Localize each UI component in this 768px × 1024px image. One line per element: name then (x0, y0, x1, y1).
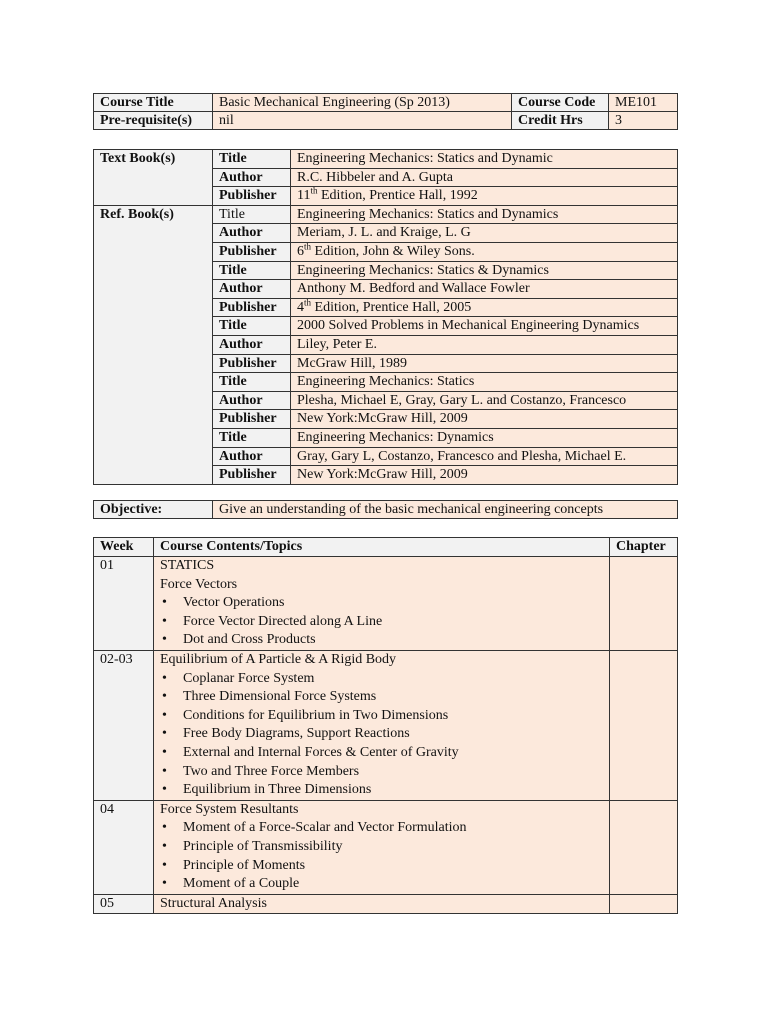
topic-bullet: • Principle of Transmissibility (160, 838, 603, 857)
topics-cell (154, 894, 610, 914)
book-title: Engineering Mechanics: Statics and Dynamic (291, 150, 678, 169)
edition-number: 11 (297, 188, 311, 204)
book-author: R.C. Hibbeler and A. Gupta (291, 168, 678, 187)
book-publisher (291, 242, 678, 261)
book-author: Liley, Peter E. (291, 335, 678, 354)
book-author: Meriam, J. L. and Kraige, L. G (291, 224, 678, 243)
book-field-label: Author (213, 168, 291, 187)
book-field-label: Publisher (213, 466, 291, 485)
chapter-cell (610, 894, 678, 914)
book-field-label: Author (213, 391, 291, 410)
topic-bullet: • Two and Three Force Members (160, 763, 603, 782)
course-info-table (93, 93, 678, 130)
topic-bullet: • Moment of a Force-Scalar and Vector Formulation (160, 819, 603, 838)
schedule-header-row (94, 538, 678, 557)
course-title-label: Course Title (94, 94, 213, 112)
book-title: Engineering Mechanics: Statics and Dynamics (291, 205, 678, 224)
topic-bullet: • Principle of Moments (160, 857, 603, 876)
edition-suffix: th (310, 186, 318, 196)
week-cell: 02-03 (94, 650, 154, 800)
book-field-label: Title (213, 261, 291, 280)
book-field-label: Author (213, 280, 291, 299)
course-code-value: ME101 (609, 94, 678, 112)
course-schedule-table (93, 537, 678, 914)
book-field-label: Publisher (213, 187, 291, 206)
prereq-label: Pre-requisite(s) (94, 112, 213, 130)
book-row (94, 150, 678, 169)
chapter-cell (610, 557, 678, 651)
book-field-label: Title (213, 150, 291, 169)
topic-bullet: • Force Vector Directed along A Line (160, 613, 603, 632)
course-code-label: Course Code (512, 94, 609, 112)
book-author: Anthony M. Bedford and Wallace Fowler (291, 280, 678, 299)
book-field-label: Publisher (213, 354, 291, 373)
text-books-label: Text Book(s) (94, 150, 213, 206)
topic-line: Force Vectors (160, 576, 238, 592)
chapter-cell (610, 800, 678, 894)
book-row (94, 205, 678, 224)
objective-row (94, 501, 678, 519)
book-field-label: Title (213, 205, 291, 224)
schedule-row (94, 800, 678, 894)
book-field-label: Title (213, 317, 291, 336)
book-field-label: Title (213, 373, 291, 392)
edition-suffix: th (304, 242, 312, 252)
book-field-label: Publisher (213, 410, 291, 429)
topic-bullet: • Dot and Cross Products (160, 631, 603, 650)
book-title: Engineering Mechanics: Statics (291, 373, 678, 392)
book-field-label: Title (213, 428, 291, 447)
publisher-text: Edition, Prentice Hall, 2005 (311, 299, 472, 315)
book-title: Engineering Mechanics: Dynamics (291, 428, 678, 447)
topic-bullet: • External and Internal Forces & Center of Gravity (160, 744, 603, 763)
topic-bullet: • Three Dimensional Force Systems (160, 688, 603, 707)
topics-header: Course Contents/Topics (154, 538, 610, 557)
book-publisher (291, 298, 678, 317)
chapter-cell (610, 650, 678, 800)
book-publisher (291, 187, 678, 206)
book-field-label: Publisher (213, 242, 291, 261)
schedule-row (94, 557, 678, 651)
topic-bullet: • Free Body Diagrams, Support Reactions (160, 725, 603, 744)
topic-line: Force System Resultants (160, 801, 299, 817)
topic-bullet: • Conditions for Equilibrium in Two Dimensions (160, 707, 603, 726)
schedule-row (94, 650, 678, 800)
ref-books-label: Ref. Book(s) (94, 205, 213, 484)
course-title-row (94, 94, 678, 112)
objective-label: Objective: (94, 501, 213, 519)
book-field-label: Publisher (213, 298, 291, 317)
book-publisher: New York:McGraw Hill, 2009 (291, 466, 678, 485)
publisher-text: Edition, John & Wiley Sons. (311, 243, 475, 259)
book-author: Gray, Gary L, Costanzo, Francesco and Plesha, Michael E. (291, 447, 678, 466)
book-title: 2000 Solved Problems in Mechanical Engineering Dynamics (291, 317, 678, 336)
book-title: Engineering Mechanics: Statics & Dynamics (291, 261, 678, 280)
week-cell: 01 (94, 557, 154, 651)
chapter-header: Chapter (610, 538, 678, 557)
week-header: Week (94, 538, 154, 557)
book-field-label: Author (213, 447, 291, 466)
course-title-value: Basic Mechanical Engineering (Sp 2013) (213, 94, 512, 112)
prereq-value: nil (213, 112, 512, 130)
topic-bullet: • Coplanar Force System (160, 670, 603, 689)
objective-text: Give an understanding of the basic mechanical engineering concepts (213, 501, 678, 519)
books-table (93, 149, 678, 485)
topic-bullet: • Vector Operations (160, 594, 603, 613)
edition-suffix: th (304, 298, 312, 308)
topic-bullet: • Equilibrium in Three Dimensions (160, 781, 603, 800)
topic-line: STATICS (160, 558, 215, 573)
credit-hrs-value: 3 (609, 112, 678, 130)
edition-number: 4 (297, 299, 304, 315)
publisher-text: Edition, Prentice Hall, 1992 (317, 188, 478, 204)
week-cell: 05 (94, 894, 154, 914)
topics-cell (154, 800, 610, 894)
book-publisher: McGraw Hill, 1989 (291, 354, 678, 373)
objective-table (93, 500, 678, 519)
book-publisher: New York:McGraw Hill, 2009 (291, 410, 678, 429)
schedule-row (94, 894, 678, 914)
prereq-row (94, 112, 678, 130)
topic-line: Structural Analysis (160, 895, 267, 911)
book-author: Plesha, Michael E, Gray, Gary L. and Costanzo, Francesco (291, 391, 678, 410)
book-field-label: Author (213, 335, 291, 354)
topic-line: Equilibrium of A Particle & A Rigid Body (160, 651, 397, 667)
topics-cell (154, 650, 610, 800)
week-cell: 04 (94, 800, 154, 894)
credit-hrs-label: Credit Hrs (512, 112, 609, 130)
book-field-label: Author (213, 224, 291, 243)
topics-cell (154, 557, 610, 651)
edition-number: 6 (297, 243, 304, 259)
topic-bullet: • Moment of a Couple (160, 875, 603, 894)
